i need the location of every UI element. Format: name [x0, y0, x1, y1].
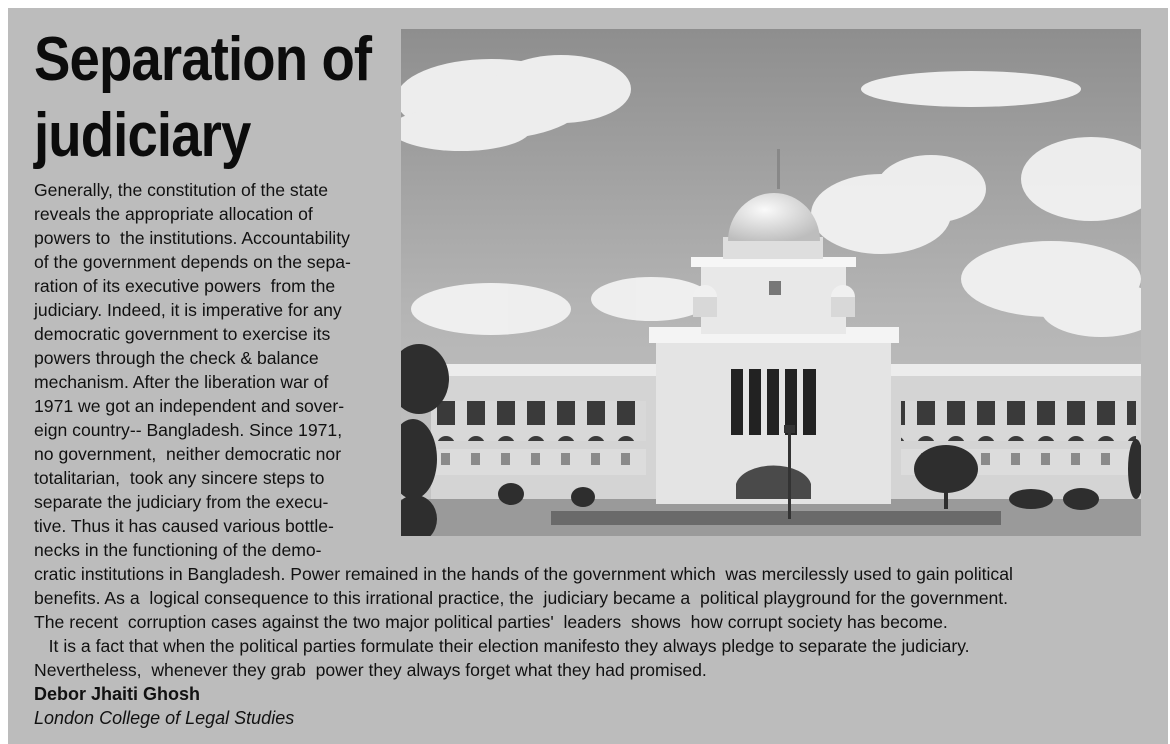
article-body [34, 178, 1013, 682]
body-line: Generally, the constitution of the state [34, 180, 329, 200]
title-line-1: Separation of [34, 25, 372, 94]
article-title [34, 22, 371, 174]
body-line: 1971 we got an independent and sover- [34, 396, 345, 416]
author-name: Debor Jhaiti Ghosh [34, 684, 201, 704]
body-line: totalitarian, took any sincere steps to [34, 468, 325, 488]
body-line: reveals the appropriate allocation of [34, 204, 313, 224]
body-line: benefits. As a logical consequence to this irrational practice, the judiciary became a political playground for the government. [34, 588, 1009, 608]
author-affiliation: London College of Legal Studies [34, 708, 295, 728]
body-line: no government, neither democratic nor [34, 444, 342, 464]
article-panel [8, 8, 1168, 744]
title-line-2: judiciary [34, 101, 251, 170]
body-line: eign country-- Bangladesh. Since 1971, [34, 420, 343, 440]
body-line: ration of its executive powers from the [34, 276, 336, 296]
body-line: judiciary. Indeed, it is imperative for any [34, 300, 342, 320]
body-line: It is a fact that when the political parties formulate their election manifesto they always pledge to separate the judiciary. [34, 636, 970, 656]
body-line: mechanism. After the liberation war of [34, 372, 329, 392]
body-line: Nevertheless, whenever they grab power they always forget what they had promised. [34, 660, 707, 680]
body-line: of the government depends on the sepa- [34, 252, 351, 272]
body-line: democratic government to exercise its [34, 324, 331, 344]
body-line: The recent corruption cases against the two major political parties' leaders shows how corrupt society has become. [34, 612, 948, 632]
body-line: necks in the functioning of the demo- [34, 540, 322, 560]
body-line: separate the judiciary from the execu- [34, 492, 329, 512]
body-line: tive. Thus it has caused various bottle- [34, 516, 334, 536]
body-line: powers through the check & balance [34, 348, 319, 368]
body-line: cratic institutions in Bangladesh. Power remained in the hands of the government which was mercilessly used to gain political [34, 564, 1013, 584]
body-line: powers to the institutions. Accountability [34, 228, 350, 248]
